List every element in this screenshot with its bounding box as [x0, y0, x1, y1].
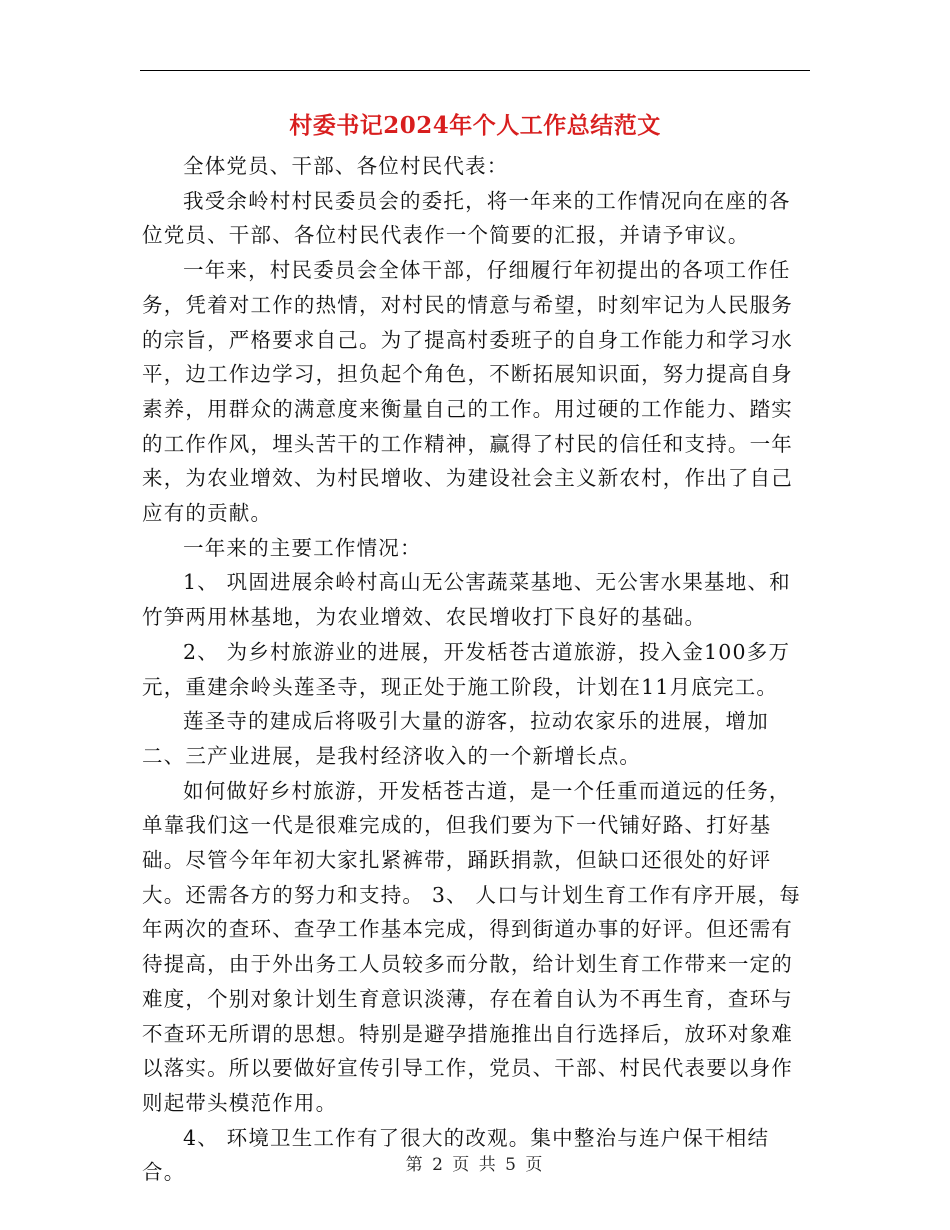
paragraph-overview: 一年来，村民委员会全体干部，仔细履行年初提出的各项工作任务，凭着对工作的热情，对村民的情意与希望，时刻牢记为人民服务的宗旨，严格要求自己。为了提高村委班子的自身工作能力和学习水平，边工作边学习，担负起个角色，不断拓展知识面，努力提高自身素养，用群众的满意度来衡量自己的工作。用过硬的工作能力、踏实的工作作风，埋头苦干的工作精神，赢得了村民的信任和支持。一年来，为农业增效、为村民增收、为建设社会主义新农村，作出了自己应有的贡献。	[142, 258, 793, 526]
page-number: 第 2 页 共 5 页	[405, 1155, 545, 1175]
paragraph-intro: 我受余岭村村民委员会的委托，将一年来的工作情况向在座的各位党员、干部、各位村民代表作一个简要的汇报，并请予审议。	[142, 188, 791, 248]
paragraph-main-work-heading: 一年来的主要工作情况：	[183, 535, 422, 560]
paragraph-salutation: 全体党员、干部、各位村民代表：	[183, 154, 509, 178]
paragraph-temple: 莲圣寺的建成后将吸引大量的游客，拉动农家乐的进展，增加二、三产业进展，是我村经济收入的一个新增长点。	[142, 709, 769, 768]
header-rule	[140, 70, 810, 71]
paragraph-item-4: 4、 环境卫生工作有了很大的改观。集中整治与连户保干相结合。	[142, 1125, 770, 1185]
document-title: 村委书记2024年个人工作总结范文	[289, 112, 661, 139]
paragraph-tourism-item-3: 如何做好乡村旅游，开发栝苍古道，是一个任重而道远的任务，单靠我们这一代是很难完成的，但我们要为下一代铺好路、打好基础。尽管今年年初大家扎紧裤带，踊跃捐款，但缺口还很处的好评大。还需各方的努力和支持。 3、 人口与计划生育工作有序开展，每年两次的查环、查孕工作基本完成，得到街道办事的好评。但还需有待提高，由于外出务工人员较多而分散，给计划生育工作带来一定的难度，个别对象计划生育意识淡薄，存在着自认为不再生育，查环与不查环无所谓的思想。特别是避孕措施推出自行选择后，放环对象难以落实。所以要做好宣传引导工作，党员、干部、村民代表要以身作则起带头模范作用。	[142, 778, 801, 1115]
paragraph-item-1: 1、 巩固进展余岭村高山无公害蔬菜基地、无公害水果基地、和竹笋两用林基地，为农业增效、农民增收打下良好的基础。	[142, 570, 791, 630]
paragraph-item-2: 2、 为乡村旅游业的进展，开发栝苍古道旅游，投入金100多万元，重建余岭头莲圣寺，现正处于施工阶段，计划在11月底完工。	[142, 639, 791, 699]
document-body	[142, 149, 810, 1190]
